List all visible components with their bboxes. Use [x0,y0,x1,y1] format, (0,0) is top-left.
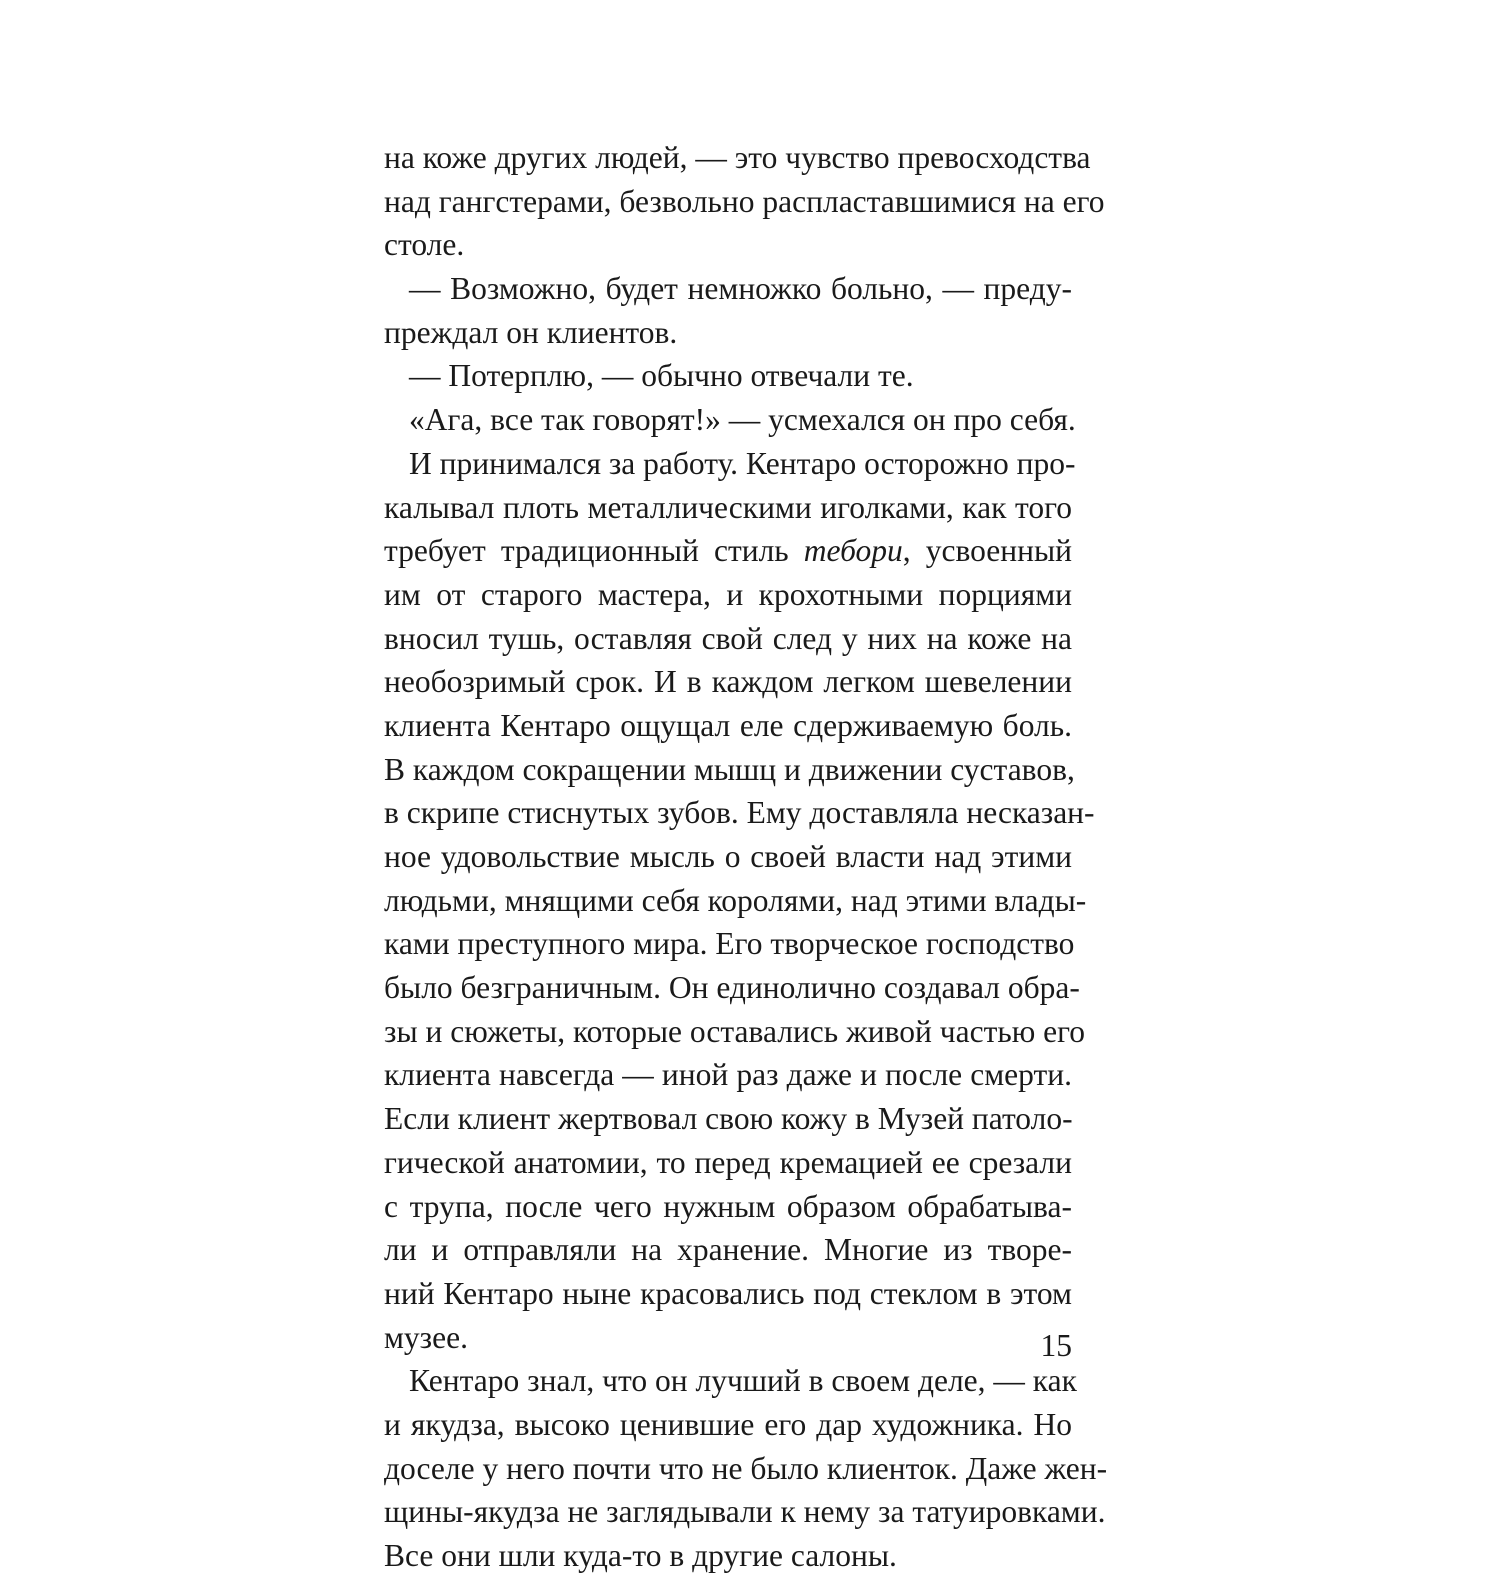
body-text [384,136,1108,1578]
text-line: калывал плоть металлическими иголками, как того [384,489,1072,525]
text-line: — Возможно, будет немножко больно, — преду- [409,271,1072,307]
text-line: ний Кентаро ныне красовались под стеклом в этом [384,1275,1072,1311]
text-line [384,529,1072,573]
text-line: гической анатомии, то перед кремацией ее срезали [384,1144,1072,1180]
italic-term: тебори [803,533,903,569]
text-line: зы и сюжеты, которые оставались живой частью его [384,1013,1085,1049]
text-line: было безграничным. Он единолично создавал обра- [384,970,1080,1006]
text-line: И принимался за работу. Кентаро осторожно про- [409,445,1076,481]
text-line: щины-якудза не заглядывали к нему за татуировками. [384,1494,1106,1530]
text-line: доселе у него почти что не было клиенток. Даже жен- [384,1450,1108,1486]
text-line: Кентаро знал, что он лучший в своем деле, — как [409,1363,1077,1399]
text-line: клиента Кентаро ощущал еле сдерживаемую боль. [384,707,1072,743]
text-line: «Ага, все так говорят!» — усмехался он про себя. [409,402,1076,438]
text-line: Все они шли куда-то в другие салоны. [384,1538,897,1573]
text-line: над гангстерами, безвольно распластавшимися на его [384,183,1105,219]
text-line: необозримый срок. И в каждом легком шевелении [384,664,1072,700]
page-number: 15 [1040,1328,1072,1363]
text-line: столе. [384,227,465,263]
text-line: ное удовольствие мысль о своей власти над этими [384,839,1072,874]
text-line: В каждом сокращении мышц и движении суставов, [384,751,1075,787]
text-line: — Потерплю, — обычно отвечали те. [409,358,914,394]
text-line: им от старого мастера, и крохотными порциями [384,576,1072,612]
text-segment: требует традиционный стиль [384,533,804,569]
text-line: на коже других людей, — это чувство превосходства [384,140,1091,175]
text-line: преждал он клиентов. [384,314,678,350]
text-line: музее. [384,1319,468,1355]
text-line: ли и отправляли на хранение. Многие из творе- [384,1232,1072,1268]
text-line: клиента навсегда — иной раз даже и после смерти. [384,1057,1072,1093]
text-line: Если клиент жертвовал свою кожу в Музей патоло- [384,1101,1073,1137]
text-line: с трупа, после чего нужным образом обрабатыва- [384,1188,1072,1224]
text-line: людьми, мнящими себя королями, над этими влады- [384,882,1087,918]
text-segment: , усвоенный [902,533,1072,569]
text-line: вносил тушь, оставляя свой след у них на коже на [384,620,1072,656]
text-line: в скрипе стиснутых зубов. Ему доставляла несказан- [384,795,1095,831]
text-line: и якудза, высоко ценившие его дар художника. Но [384,1406,1072,1442]
text-line: ками преступного мира. Его творческое господство [384,926,1075,962]
